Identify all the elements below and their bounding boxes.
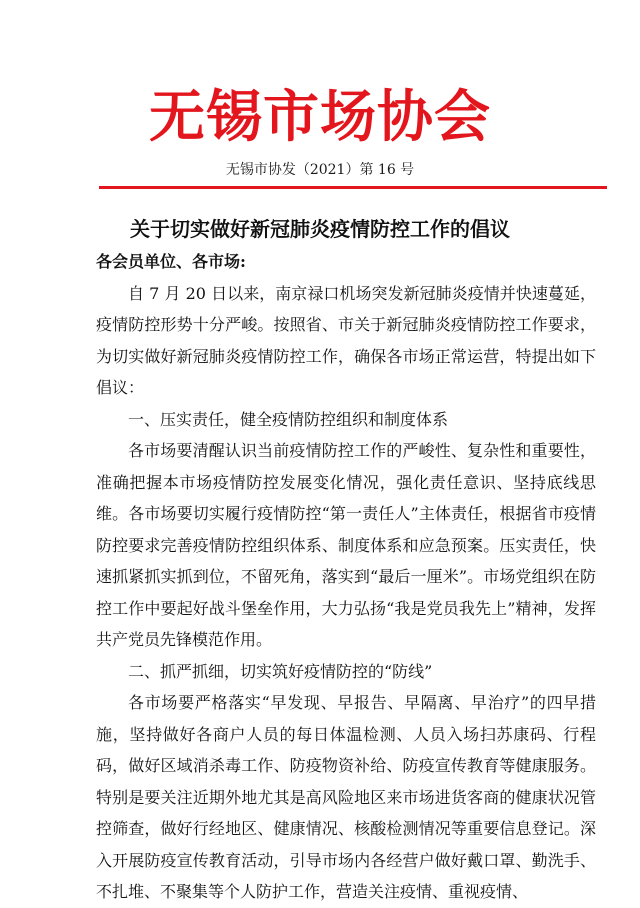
section-heading-2: 二、抓严抓细，切实筑好疫情防控的“防线” xyxy=(128,661,433,681)
paragraph-intro: 自 7 月 20 日以来，南京禄口机场突发新冠肺炎疫情并快速蔓延，疫情防控形势十分严峻。按照省、市关于新冠肺炎疫情防控工作要求，为切实做好新冠肺炎疫情防控工作，确保各市场正常运营，特提出如下倡议： xyxy=(96,283,596,397)
paragraph-section-2: 各市场要严格落实“早发现、早报告、早隔离、早治疗”的四早措施，坚持做好各商户人员的每日体温检测、人员入场扫苏康码、行程码，做好区域消杀毒工作、防疫物资补给、防疫宣传教育等健康服务。特别是要关注近期外地尤其是高风险地区来市场进货客商的健康状况管控筛查，做好行经地区、健康情况、核酸检测情况等重要信息登记。深入开展防疫宣传教育活动，引导市场内各经营户做好戴口罩、勤洗手、不扎堆、不聚集等个人防护工作，营造关注疫情、重视疫情、 xyxy=(96,693,596,901)
organization-letterhead: 无锡市场协会 xyxy=(149,84,491,150)
section-heading-1: 一、压实责任，健全疫情防控组织和制度体系 xyxy=(128,409,449,429)
document-number: 无锡市协发（2021）第 16 号 xyxy=(225,162,415,178)
document-body xyxy=(96,246,596,908)
paragraph-section-1: 各市场要清醒认识当前疫情防控工作的严峻性、复杂性和重要性，准确把握本市场疫情防控发展变化情况，强化责任意识、坚持底线思维。各市场要切实履行疫情防控“第一责任人”主体责任，根据省市疫情防控要求完善疫情防控组织体系、制度体系和应急预案。压实责任，快速抓紧抓实抓到位，不留死角，落实到“最后一厘米”。市场党组织在防控工作中要起好战斗堡垒作用，大力弘扬“我是党员我先上”精神，发挥共产党员先锋模范作用。 xyxy=(96,441,596,649)
document-title: 关于切实做好新冠肺炎疫情防控工作的倡议 xyxy=(130,217,510,241)
salutation: 各会员单位、各市场: xyxy=(96,252,246,271)
red-divider-line xyxy=(99,186,607,189)
